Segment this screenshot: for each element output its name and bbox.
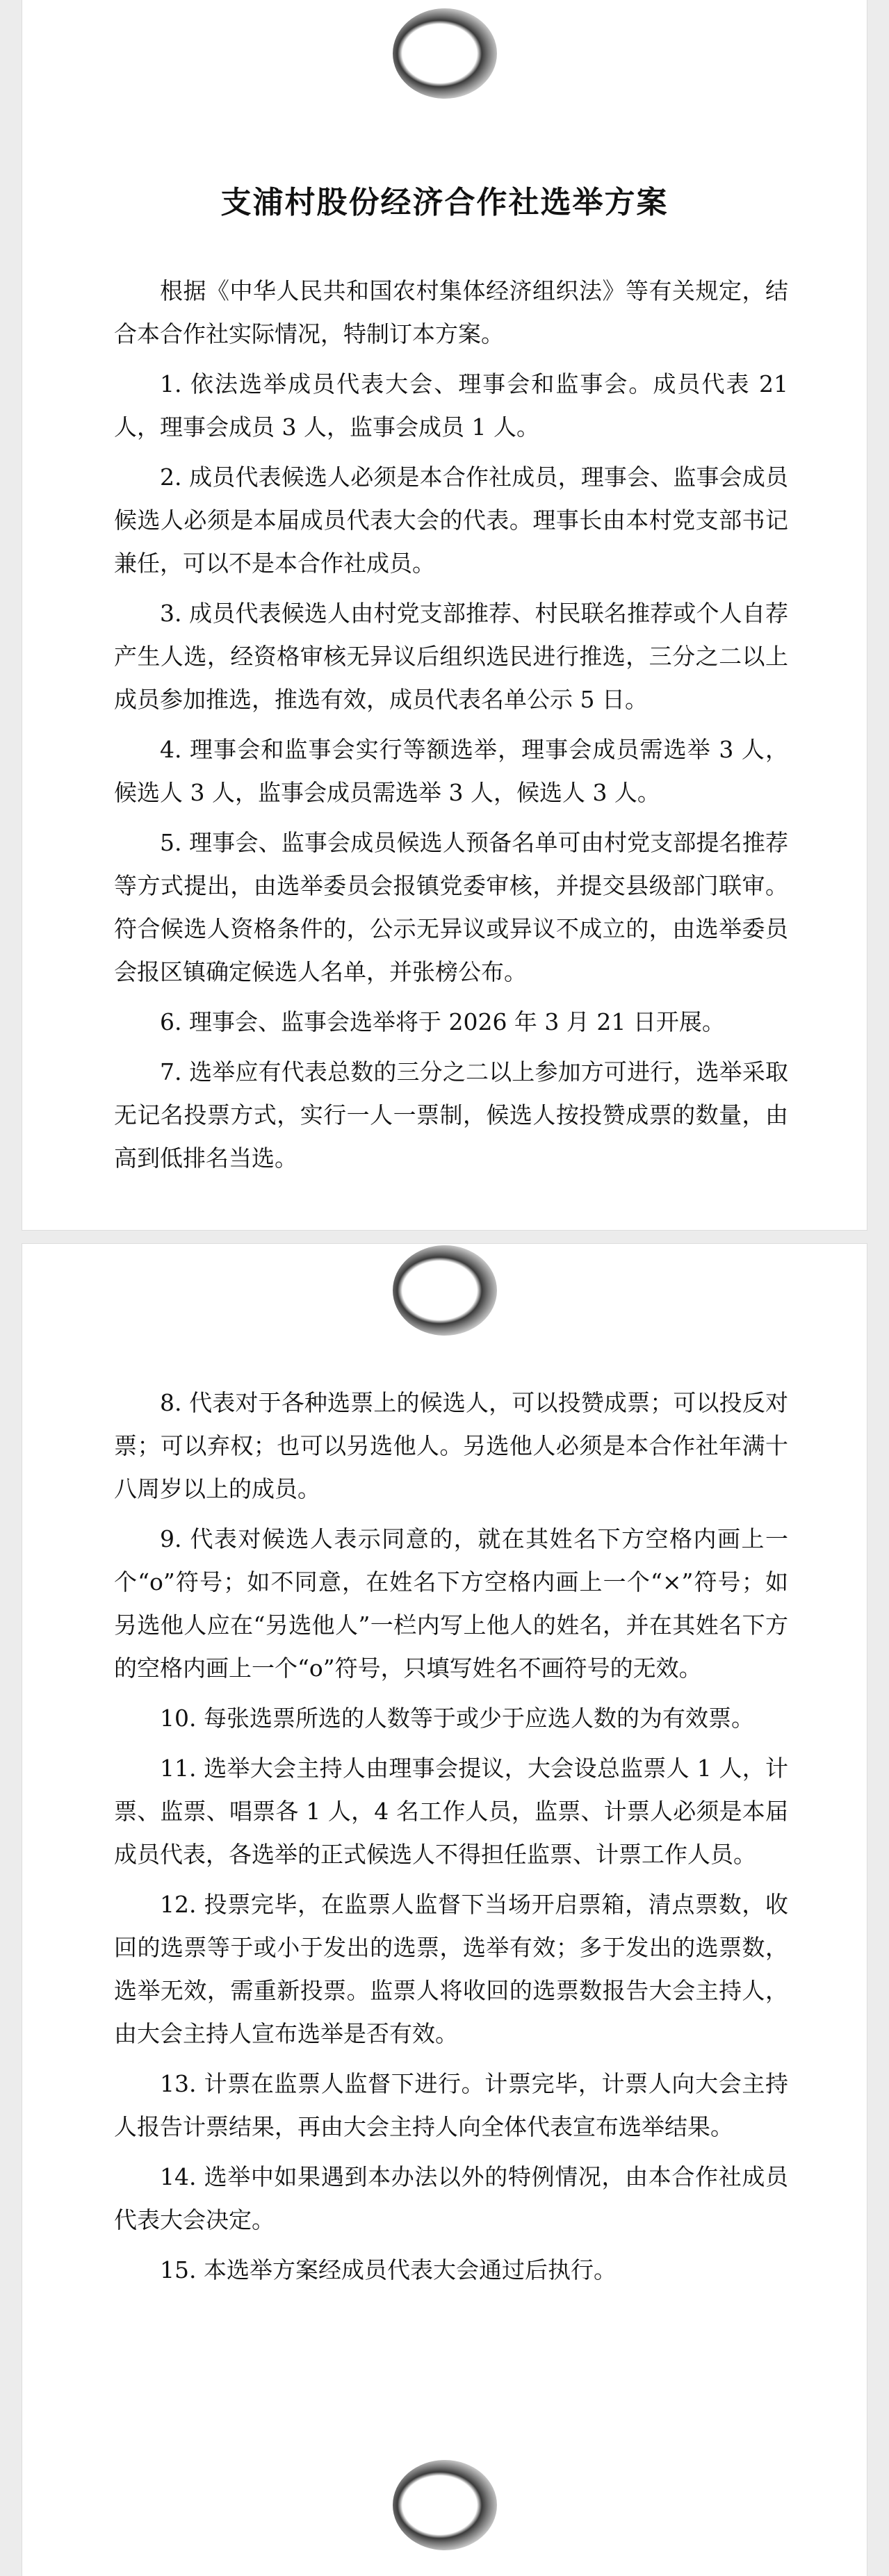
paragraph-intro: 根据《中华人民共和国农村集体经济组织法》等有关规定，结合本合作社实际情况，特制订本方案。	[114, 277, 788, 347]
paragraph-item-3: 3. 成员代表候选人由村党支部推荐、村民联名推荐或个人自荐产生人选，经资格审核无异议后组织选民进行推选，三分之二以上成员参加推选，推选有效，成员代表名单公示 5 日。	[114, 600, 788, 713]
page-1-body	[114, 270, 788, 1187]
paragraph-item-1: 1. 依法选举成员代表大会、理事会和监事会。成员代表 21 人，理事会成员 3 人，监事会成员 1 人。	[114, 370, 788, 441]
paragraph-item-6: 6. 理事会、监事会选举将于 2026 年 3 月 21 日开展。	[160, 1008, 725, 1035]
paragraph-item-7: 7. 选举应有代表总数的三分之二以上参加方可进行，选举采取无记名投票方式，实行一人一票制，候选人按投赞成票的数量，由高到低排名当选。	[114, 1058, 788, 1172]
page-2-body	[114, 1381, 788, 2299]
paragraph-item-5: 5. 理事会、监事会成员候选人预备名单可由村党支部提名推荐等方式提出，由选举委员会报镇党委审核，并提交县级部门联审。符合候选人资格条件的，公示无异议或异议不成立的，由选举委员会报区镇确定候选人名单，并张榜公布。	[114, 829, 788, 985]
paragraph-item-13: 13. 计票在监票人监督下进行。计票完毕，计票人向大会主持人报告计票结果，再由大会主持人向全体代表宣布选举结果。	[114, 2070, 788, 2140]
binding-hole-icon	[393, 8, 497, 99]
binding-hole-icon	[393, 2460, 497, 2550]
paragraph-item-2: 2. 成员代表候选人必须是本合作社成员，理事会、监事会成员候选人必须是本届成员代表大会的代表。理事长由本村党支部书记兼任，可以不是本合作社成员。	[114, 463, 788, 577]
paragraph-item-14: 14. 选举中如果遇到本办法以外的特例情况，由本合作社成员代表大会决定。	[114, 2163, 788, 2233]
document-page-1	[22, 0, 867, 1230]
paragraph-item-8: 8. 代表对于各种选票上的候选人，可以投赞成票；可以投反对票；可以弃权；也可以另选他人。另选他人必须是本合作社年满十八周岁以上的成员。	[114, 1389, 788, 1502]
paragraph-item-10: 10. 每张选票所选的人数等于或少于应选人数的为有效票。	[160, 1705, 754, 1732]
binding-hole-icon	[393, 1245, 497, 1336]
paragraph-item-4: 4. 理事会和监事会实行等额选举，理事会成员需选举 3 人，候选人 3 人，监事会成员需选举 3 人，候选人 3 人。	[114, 736, 788, 806]
paragraph-item-11: 11. 选举大会主持人由理事会提议，大会设总监票人 1 人，计票、监票、唱票各 1 人，4 名工作人员，监票、计票人必须是本届成员代表，各选举的正式候选人不得担任监票、计票工作人员。	[114, 1755, 788, 1868]
paragraph-item-15: 15. 本选举方案经成员代表大会通过后执行。	[160, 2256, 617, 2283]
document-page-2	[22, 1244, 867, 2576]
paragraph-item-9: 9. 代表对候选人表示同意的，就在其姓名下方空格内画上一个“o”符号；如不同意，在姓名下方空格内画上一个“×”符号；如另选他人应在“另选他人”一栏内写上他人的姓名，并在其姓名下方的空格内画上一个“o”符号，只填写姓名不画符号的无效。	[114, 1525, 788, 1682]
document-title: 支浦村股份经济合作社选举方案	[220, 185, 669, 220]
paragraph-item-12: 12. 投票完毕，在监票人监督下当场开启票箱，清点票数，收回的选票等于或小于发出的选票，选举有效；多于发出的选票数，选举无效，需重新投票。监票人将收回的选票数报告大会主持人，由大会主持人宣布选举是否有效。	[114, 1891, 788, 2047]
